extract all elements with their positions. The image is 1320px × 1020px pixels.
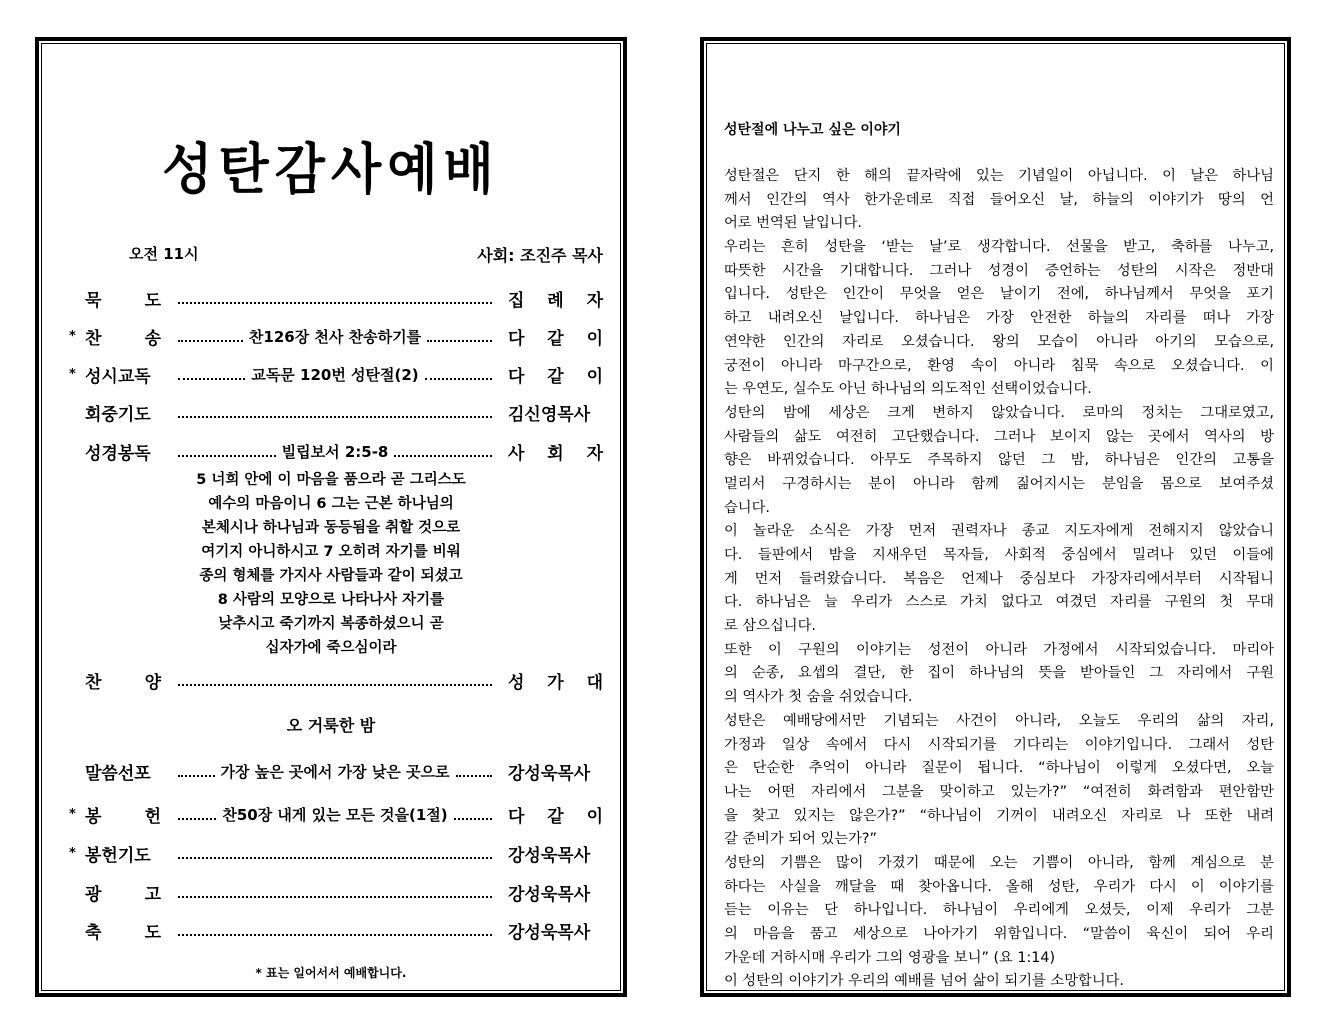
dot-leader xyxy=(456,775,493,777)
paragraph-line: 성탄은 예배당에서만 기념되는 사건이 아니라, 오늘도 우리의 삶의 자리, xyxy=(724,712,1274,729)
order-item-middle xyxy=(178,292,492,304)
right-page-message xyxy=(700,37,1291,997)
paragraph xyxy=(724,710,1274,852)
order-item-middle xyxy=(178,441,492,462)
order-item-leader: 강성욱목사 xyxy=(508,845,591,866)
dot-leader xyxy=(394,455,492,457)
order-row xyxy=(65,401,610,423)
order-item-middle xyxy=(178,804,492,825)
dot-leader xyxy=(425,378,492,380)
order-item-leader: 강성욱목사 xyxy=(508,763,591,784)
standing-note: * 표는 일어서서 예배합니다. xyxy=(255,966,407,980)
dot-leader xyxy=(178,684,492,686)
dot-leader xyxy=(178,416,492,418)
order-row xyxy=(65,803,610,825)
service-title: 성탄감사예배 xyxy=(162,137,500,202)
paragraph-line: 은 단순한 추억이 아니라 질문이 됩니다. “하나님이 이렇게 오셨다면, 오늘 xyxy=(724,760,1274,777)
standing-mark: * xyxy=(69,328,76,344)
paragraph xyxy=(724,639,1274,710)
paragraph-line: 을 찾고 있지는 않은가?” “하나님이 기꺼이 내려오신 자리로 나 또한 내려 xyxy=(724,807,1274,824)
paragraph xyxy=(724,520,1274,638)
paragraph-line: 다. 하나님은 늘 우리가 스스로 가치 없다고 여겼던 자리를 구원의 첫 무대 xyxy=(724,594,1274,611)
order-item-label: 묵 도 xyxy=(85,290,161,311)
paragraph-line: 연약한 인간의 자리로 오셨습니다. 왕의 모습이 아니라 아기의 모습으로, xyxy=(724,333,1274,350)
order-item-label: 봉 헌 xyxy=(85,806,161,827)
dot-leader xyxy=(178,775,215,777)
paragraph-line: 성탄절은 단지 한 해의 끝자락에 있는 기념일이 아닙니다. 이 날은 하나님 xyxy=(724,168,1274,184)
paragraph-line: 는 우연도, 실수도 아닌 하나님의 의도적인 선택이었습니다. xyxy=(724,381,1092,398)
order-item-middle xyxy=(178,924,492,936)
order-item-leader: 강성욱목사 xyxy=(508,884,591,905)
scripture-passage xyxy=(39,468,623,660)
scripture-line: 여기지 아니하시고 7 오히려 자기를 비워 xyxy=(201,544,461,560)
paragraph-line: 따뜻한 시간을 기대합니다. 그러나 성경이 증언하는 성탄의 시작은 정반대 xyxy=(724,262,1274,279)
order-row xyxy=(65,325,610,347)
paragraph-line: 이 성탄의 이야기가 우리의 예배를 넘어 삶이 되기를 소망합니다. xyxy=(724,973,1124,990)
order-item-label: 성경봉독 xyxy=(85,443,151,464)
service-time: 오전 11시 xyxy=(129,245,199,263)
order-row xyxy=(65,669,610,691)
paragraph-line: 어로 번역된 날입니다. xyxy=(724,215,862,232)
order-row xyxy=(65,842,610,864)
order-item-middle xyxy=(178,761,492,782)
order-item-detail: 찬50장 내게 있는 모든 것을(1절) xyxy=(222,805,448,824)
paragraph-line: 이 놀라운 소식은 가장 먼저 권력자나 종교 지도자에게 전해지지 않았습니 xyxy=(724,523,1274,540)
paragraph-line: 가운데 거하시매 우리가 그의 영광을 보니” (요 1:14) xyxy=(724,949,1056,966)
paragraph-line: 습니다. xyxy=(724,499,770,516)
paragraph-line: 성탄의 기쁨은 많이 가졌기 때문에 오는 기쁨이 아니라, 함께 계심으로 분 xyxy=(724,854,1274,871)
order-item-leader: 집 례 자 xyxy=(508,290,603,311)
scripture-line: 십자가에 죽으심이라 xyxy=(265,640,397,656)
dot-leader xyxy=(178,340,243,342)
order-item-middle xyxy=(178,674,492,686)
scripture-line: 본체시나 하나님과 동등됨을 취할 것으로 xyxy=(201,520,461,536)
dot-leader xyxy=(427,340,492,342)
order-item-middle xyxy=(178,406,492,418)
anthem-title: 오 거룩한 밤 xyxy=(286,716,376,735)
order-item-leader: 사 회 자 xyxy=(508,443,603,464)
scripture-line: 5 너희 안에 이 마음을 품으라 곧 그리스도 xyxy=(196,472,466,488)
paragraph-line: 께서 인간의 역사 한가운데로 직접 들어오신 날, 하늘의 이야기가 땅의 언 xyxy=(724,191,1274,208)
dot-leader xyxy=(178,378,245,380)
paragraph-line: 의 역사가 첫 숨을 쉬었습니다. xyxy=(724,689,913,706)
scripture-line: 낮추시고 죽기까지 복종하셨으니 곧 xyxy=(218,616,444,632)
paragraph-line: 게 먼저 들려왔습니다. 복음은 언제나 중심보다 가장자리에서부터 시작됩니 xyxy=(724,570,1274,587)
order-item-leader: 강성욱목사 xyxy=(508,922,591,943)
order-item-leader: 김신영목사 xyxy=(508,404,591,425)
service-host: 사회: 조진주 목사 xyxy=(477,246,603,265)
paragraph xyxy=(724,236,1274,402)
dot-leader xyxy=(178,896,492,898)
paragraph-line: 가정과 일상 속에서 다시 시작되기를 기다리는 이야기입니다. 그래서 성탄 xyxy=(724,736,1274,753)
paragraph-line: 하다는 사실을 깨달을 때 찾아옵니다. 올해 성탄, 우리가 다시 이 이야기를 xyxy=(724,878,1274,895)
paragraph-line: 로 삼으십니다. xyxy=(724,618,816,635)
paragraph-line: 의 마음을 품고 세상으로 나아가기 위함입니다. “말씀이 육신이 되어 우리 xyxy=(724,926,1274,942)
order-row xyxy=(65,881,610,903)
dot-leader xyxy=(178,302,492,304)
order-item-label: 축 도 xyxy=(85,922,161,943)
order-item-label: 찬 양 xyxy=(85,672,161,693)
paragraph-line: 갈 준비가 되어 있는가?” xyxy=(724,831,877,848)
order-item-detail: 교독문 120번 성탄절(2) xyxy=(251,365,419,384)
message-title: 성탄절에 나누고 싶은 이야기 xyxy=(724,122,901,138)
scripture-line: 예수의 마음이니 6 그는 근본 하나님의 xyxy=(208,496,454,512)
order-item-leader: 다 같 이 xyxy=(508,366,603,387)
paragraph-line: 사람들의 삶도 여전히 고단했습니다. 그러나 보이지 않는 곳에서 역사의 방 xyxy=(724,428,1274,445)
scripture-line: 종의 형체를 가지사 사람들과 같이 되셨고 xyxy=(199,568,463,584)
order-item-label: 광 고 xyxy=(85,884,161,905)
paragraph-line: 듣는 이유는 단 하나입니다. 하나님이 우리에게 오셨듯, 이제 우리가 그분 xyxy=(724,902,1274,919)
paragraph xyxy=(724,402,1274,520)
left-page-order-of-worship xyxy=(35,37,627,997)
order-item-label: 회중기도 xyxy=(85,404,151,425)
paragraph-line: 나는 어떤 자리에서 그분을 맞이하고 있는가?” “여전히 화려함과 편안함만 xyxy=(724,783,1274,800)
order-item-label: 봉헌기도 xyxy=(85,845,151,866)
order-row xyxy=(65,363,610,385)
dot-leader xyxy=(178,818,216,820)
order-item-middle xyxy=(178,326,492,347)
paragraph-line: 또한 이 구원의 이야기는 성전이 아니라 가정에서 시작되었습니다. 마리아 xyxy=(724,641,1274,658)
paragraph-line: 궁전이 아니라 마구간으로, 환영 속이 아니라 침묵 속으로 오셨습니다. 이 xyxy=(724,357,1274,374)
order-item-detail: 찬126장 천사 찬송하기를 xyxy=(248,327,422,346)
order-item-middle xyxy=(178,847,492,859)
message-body xyxy=(724,165,1274,994)
order-item-leader: 다 같 이 xyxy=(508,328,603,349)
paragraph xyxy=(724,852,1274,970)
dot-leader xyxy=(178,934,492,936)
order-item-leader: 성 가 대 xyxy=(508,672,603,693)
order-row xyxy=(65,287,610,309)
order-row xyxy=(65,440,610,462)
scripture-line: 8 사람의 모양으로 나타나사 자기를 xyxy=(217,592,445,608)
paragraph-line: 향은 바뀌었습니다. 아무도 주목하지 않던 그 밤, 하나님은 인간의 고통을 xyxy=(724,452,1274,469)
paragraph-line: 성탄의 밤에 세상은 크게 변하지 않았습니다. 로마의 정치는 그대로였고, xyxy=(724,404,1274,421)
standing-mark: * xyxy=(69,806,76,822)
standing-mark: * xyxy=(69,845,76,861)
order-item-detail: 가장 높은 곳에서 가장 낮은 곳으로 xyxy=(220,762,450,781)
order-item-label: 말씀선포 xyxy=(85,763,151,784)
order-item-leader: 다 같 이 xyxy=(508,806,603,827)
order-item-middle xyxy=(178,364,492,385)
order-item-detail: 빌립보서 2:5-8 xyxy=(281,442,389,461)
paragraph-line: 멀리서 구경하시는 분이 아니라 함께 짊어지시는 분임을 몸으로 보여주셨 xyxy=(724,475,1274,492)
dot-leader xyxy=(178,857,492,859)
paragraph-line: 입니다. 성탄은 인간이 무엇을 얻은 날이기 전에, 하나님께서 무엇을 포기 xyxy=(724,286,1274,303)
order-item-label: 성시교독 xyxy=(85,366,151,387)
paragraph-line: 하고 내려오신 날입니다. 하나님은 가장 안전한 하늘의 자리를 떠나 가장 xyxy=(724,310,1274,327)
order-row xyxy=(65,919,610,941)
standing-mark: * xyxy=(69,366,76,382)
order-item-label: 찬 송 xyxy=(85,328,161,349)
paragraph xyxy=(724,970,1274,994)
paragraph-line: 우리는 흔히 성탄을 ‘받는 날’로 생각합니다. 선물을 받고, 축하를 나누고, xyxy=(724,239,1274,256)
dot-leader xyxy=(178,455,276,457)
order-item-middle xyxy=(178,886,492,898)
paragraph-line: 의 순종, 요셉의 결단, 한 집이 하나님의 뜻을 받아들인 그 자리에서 구원 xyxy=(724,665,1274,682)
dot-leader xyxy=(454,818,492,820)
paragraph-line: 다. 들판에서 밤을 지새우던 목자들, 사회적 중심에서 밀려나 있던 이들에 xyxy=(724,547,1274,563)
paragraph xyxy=(724,165,1274,236)
order-row xyxy=(65,760,610,782)
